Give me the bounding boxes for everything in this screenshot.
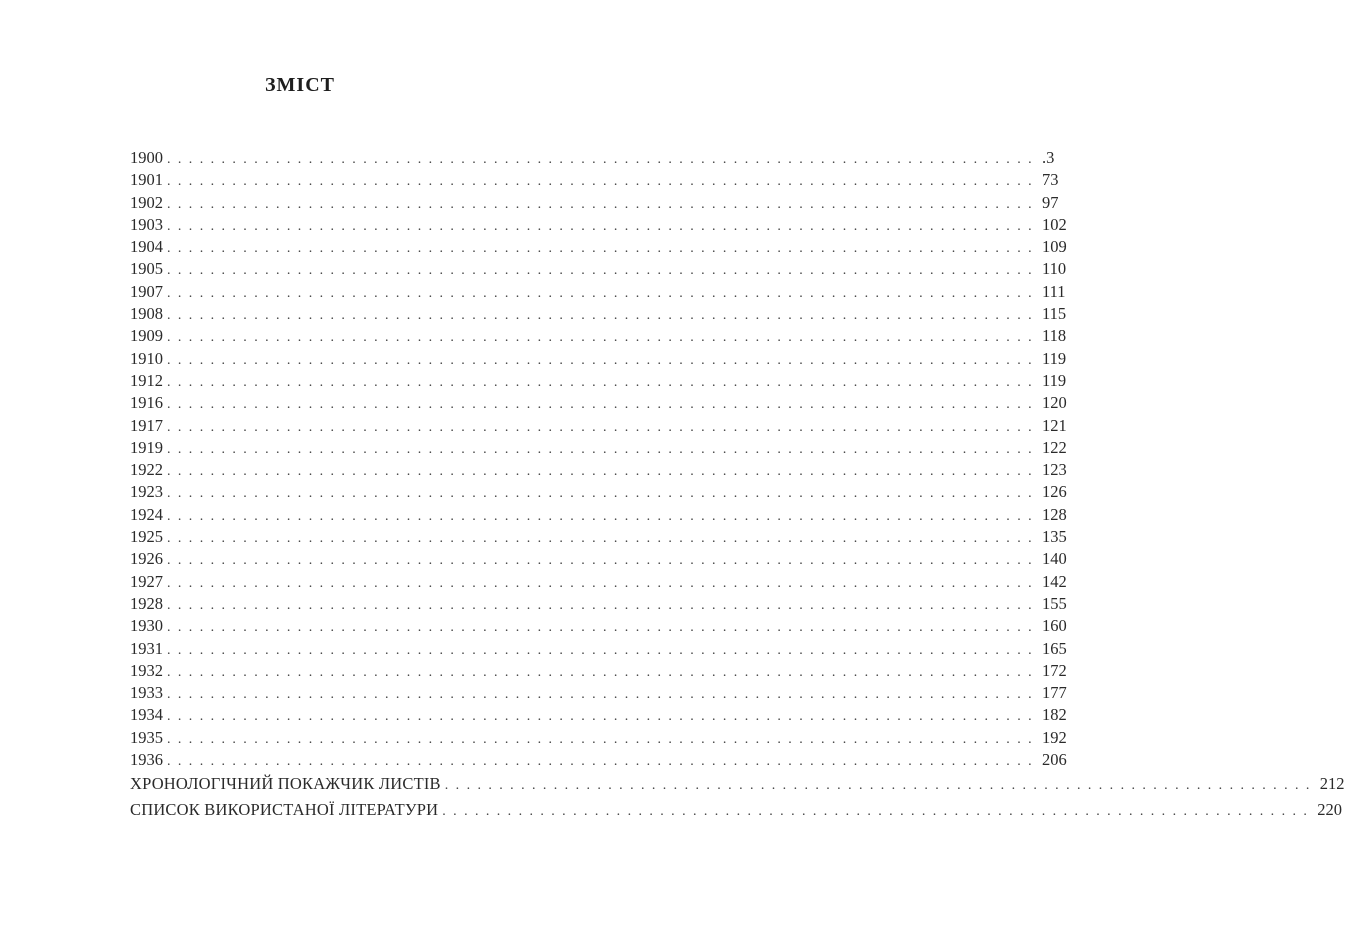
toc-entry-page: 122 (1042, 437, 1067, 457)
leader-dots: ................................................................................ (167, 508, 1039, 524)
toc-entry-label: 1901 (130, 170, 163, 190)
toc-entry-page: .3 (1042, 148, 1055, 167)
toc-entry-label: 1927 (130, 571, 163, 591)
leader-dots: ................................................................................ (167, 397, 1039, 413)
table-of-contents (130, 147, 1345, 823)
toc-entry-label: 1907 (130, 281, 163, 301)
toc-entry-label: 1908 (130, 304, 163, 324)
toc-entry[interactable] (130, 370, 1067, 392)
toc-entry[interactable] (130, 392, 1067, 414)
toc-entry-page: 121 (1042, 415, 1067, 435)
toc-entry-label: 1916 (130, 393, 163, 413)
toc-entry[interactable] (130, 593, 1067, 615)
leader-dots: ................................................................................ (442, 804, 1315, 820)
toc-entry[interactable] (130, 660, 1067, 682)
toc-entry-label: 1900 (130, 148, 163, 167)
leader-dots: ................................................................................ (167, 597, 1039, 613)
toc-entry-label: 1905 (130, 259, 163, 279)
leader-dots: ................................................................................ (167, 664, 1039, 680)
toc-entry-label: 1922 (130, 460, 163, 480)
toc-entry[interactable] (130, 504, 1067, 526)
toc-entry-label: 1933 (130, 683, 163, 703)
toc-entry[interactable] (130, 615, 1067, 637)
toc-entry[interactable] (130, 192, 1059, 214)
toc-section-label: СПИСОК ВИКОРИСТАНОЇ ЛІТЕРАТУРИ (130, 800, 439, 820)
leader-dots: ................................................................................ (167, 754, 1039, 770)
leader-dots: ................................................................................ (167, 731, 1039, 747)
toc-entry-label: 1912 (130, 370, 163, 390)
leader-dots: ................................................................................ (167, 687, 1039, 703)
toc-entry-label: 1902 (130, 192, 163, 212)
toc-entry-page: 119 (1042, 370, 1067, 390)
toc-entry-label: 1910 (130, 348, 163, 368)
leader-dots: ................................................................................ (167, 308, 1039, 324)
toc-entry[interactable] (130, 704, 1067, 726)
toc-entry-page: 177 (1042, 683, 1067, 703)
page-title: ЗМІСТ (265, 74, 335, 96)
leader-dots: ................................................................................ (444, 778, 1317, 794)
leader-dots: ................................................................................ (167, 419, 1039, 435)
toc-entry-page: 172 (1042, 660, 1067, 680)
toc-entry[interactable] (130, 481, 1067, 503)
toc-entry-page: 135 (1042, 527, 1067, 547)
toc-entry-page: 118 (1042, 326, 1067, 346)
toc-entry-label: 1923 (130, 482, 163, 502)
toc-entry-page: 206 (1042, 750, 1067, 770)
leader-dots: ................................................................................ (167, 575, 1039, 591)
toc-entry-label: 1932 (130, 660, 163, 680)
leader-dots: ................................................................................ (167, 330, 1039, 346)
leader-dots: ................................................................................ (167, 352, 1039, 368)
leader-dots: ................................................................................ (167, 196, 1039, 212)
leader-dots: ................................................................................ (167, 531, 1039, 547)
toc-entry[interactable] (130, 348, 1067, 370)
leader-dots: ................................................................................ (167, 241, 1039, 257)
leader-dots: ................................................................................ (167, 642, 1039, 658)
toc-entry-label: 1904 (130, 237, 163, 257)
leader-dots: ................................................................................ (167, 553, 1039, 569)
toc-entry-page: 160 (1042, 616, 1067, 636)
toc-entry-label: 1917 (130, 415, 163, 435)
leader-dots: ................................................................................ (167, 709, 1039, 725)
toc-entry-label: 1909 (130, 326, 163, 346)
toc-entry[interactable] (130, 437, 1067, 459)
toc-entry-page: 123 (1042, 460, 1067, 480)
toc-entry-label: 1926 (130, 549, 163, 569)
toc-entry[interactable] (130, 749, 1067, 771)
toc-entry-page: 126 (1042, 482, 1067, 502)
toc-entry[interactable] (130, 236, 1067, 258)
toc-entry[interactable] (130, 303, 1067, 325)
toc-entry[interactable] (130, 147, 1055, 169)
toc-entry-page: 182 (1042, 705, 1067, 725)
toc-entry-page: 120 (1042, 393, 1067, 413)
toc-entry[interactable] (130, 459, 1067, 481)
toc-section-bibliography[interactable] (130, 797, 1343, 823)
leader-dots: ................................................................................ (167, 218, 1039, 234)
toc-entry[interactable] (130, 415, 1067, 437)
leader-dots: ................................................................................ (167, 441, 1039, 457)
toc-entry-label: 1928 (130, 593, 163, 613)
toc-entry-page: 140 (1042, 549, 1067, 569)
toc-section-page: 212 (1319, 774, 1345, 794)
toc-entry-label: 1936 (130, 750, 163, 770)
toc-entry[interactable] (130, 571, 1067, 593)
toc-entry-label: 1919 (130, 437, 163, 457)
toc-entry-page: 115 (1042, 304, 1067, 324)
leader-dots: ................................................................................ (167, 285, 1039, 301)
toc-entry-label: 1924 (130, 504, 163, 524)
toc-entry-page: 111 (1042, 281, 1066, 301)
toc-entry[interactable] (130, 638, 1067, 660)
leader-dots: ................................................................................ (167, 374, 1039, 390)
toc-section-label: ХРОНОЛОГІЧНИЙ ПОКАЖЧИК ЛИСТІВ (130, 774, 441, 794)
toc-entry[interactable] (130, 325, 1067, 347)
toc-entry[interactable] (130, 169, 1059, 191)
leader-dots: ................................................................................ (167, 464, 1039, 480)
leader-dots: ................................................................................ (167, 174, 1039, 190)
toc-entry-label: 1925 (130, 527, 163, 547)
leader-dots: ................................................................................ (167, 152, 1039, 167)
toc-entry[interactable] (130, 682, 1067, 704)
leader-dots: ................................................................................ (167, 263, 1039, 279)
toc-entry[interactable] (130, 281, 1066, 303)
toc-entry[interactable] (130, 548, 1067, 570)
toc-entry[interactable] (130, 727, 1067, 749)
leader-dots: ................................................................................ (167, 620, 1039, 636)
toc-entry-label: 1934 (130, 705, 163, 725)
toc-entry-label: 1903 (130, 214, 163, 234)
toc-section-chronological-index[interactable] (130, 771, 1345, 797)
toc-entry-page: 165 (1042, 638, 1067, 658)
toc-entry-page: 119 (1042, 348, 1067, 368)
toc-entry-page: 142 (1042, 571, 1067, 591)
toc-entry-page: 155 (1042, 593, 1067, 613)
toc-entry-label: 1935 (130, 727, 163, 747)
toc-entry-page: 73 (1042, 170, 1059, 190)
toc-entry-page: 109 (1042, 237, 1067, 257)
toc-entry-page: 102 (1042, 214, 1067, 234)
toc-entry[interactable] (130, 214, 1067, 236)
toc-entry-label: 1930 (130, 616, 163, 636)
toc-entry[interactable] (130, 258, 1067, 280)
toc-entry-page: 97 (1042, 192, 1059, 212)
leader-dots: ................................................................................ (167, 486, 1039, 502)
toc-entry-page: 192 (1042, 727, 1067, 747)
toc-section-page: 220 (1317, 800, 1343, 820)
toc-entry[interactable] (130, 526, 1067, 548)
toc-entry-label: 1931 (130, 638, 163, 658)
toc-entry-page: 128 (1042, 504, 1067, 524)
toc-entry-page: 110 (1042, 259, 1067, 279)
